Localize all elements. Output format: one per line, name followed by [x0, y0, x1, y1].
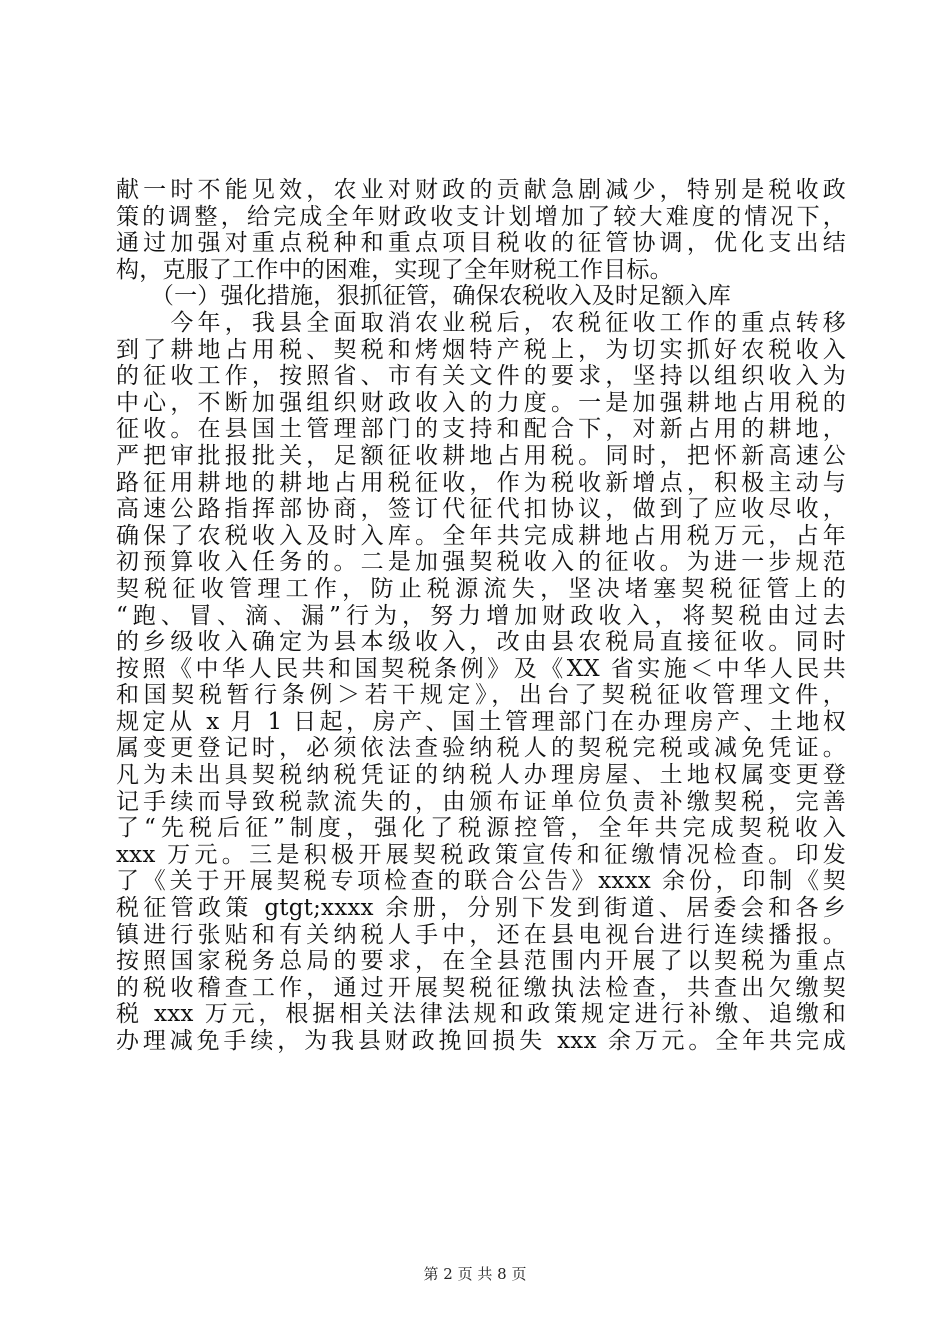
text-line: 路征用耕地的耕地占用税征收，作为税收新增点，积极主动与 [116, 469, 846, 496]
text-line: 征收。在县国土管理部门的支持和配合下，对新占用的耕地， [116, 416, 846, 443]
text-line: 到了耕地占用税、契税和烤烟特产税上，为切实抓好农税收入 [116, 336, 846, 363]
text-line: 高速公路指挥部协商，签订代征代扣协议，做到了应收尽收， [116, 496, 846, 523]
text-line: 镇进行张贴和有关纳税人手中，还在县电视台进行连续播报。 [116, 921, 846, 948]
text-line: 的乡级收入确定为县本级收入，改由县农税局直接征收。同时 [116, 629, 846, 656]
text-line: 规定从 x 月 1 日起，房产、国土管理部门在办理房产、土地权 [116, 708, 846, 735]
document-body [116, 177, 846, 1055]
text-line: 今年，我县全面取消农业税后，农税征收工作的重点转移 [116, 309, 846, 336]
text-line: 税 xxx 万元，根据相关法律法规和政策规定进行补缴、追缴和 [116, 1001, 846, 1028]
text-line: 办理减免手续，为我县财政挽回损失 xxx 余万元。全年共完成 [116, 1028, 846, 1054]
text-line: 的征收工作，按照省、市有关文件的要求，坚持以组织收入为 [116, 363, 846, 390]
text-line: 税征管政策 gtgt;xxxx 余册，分别下发到街道、居委会和各乡 [116, 895, 846, 922]
text-line: 中心，不断加强组织财政收入的力度。一是加强耕地占用税的 [116, 389, 846, 416]
text-line: 契税征收管理工作，防止税源流失，坚决堵塞契税征管上的 [116, 575, 846, 602]
page-number-footer: 第 2 页 共 8 页 [423, 1265, 527, 1283]
text-line: 了“先税后征”制度，强化了税源控管，全年共完成契税收入 [116, 815, 846, 842]
text-line: 构，克服了工作中的困难，实现了全年财税工作目标。 [116, 256, 673, 283]
text-line: xxx 万元。三是积极开展契税政策宣传和征缴情况检查。印发 [116, 841, 846, 868]
text-line: 严把审批报批关，足额征收耕地占用税。同时，把怀新高速公 [116, 442, 846, 469]
text-line: 献一时不能见效，农业对财政的贡献急剧减少，特别是税收政 [116, 177, 846, 203]
text-line: 的税收稽查工作，通过开展契税征缴执法检查，共查出欠缴契 [116, 974, 846, 1001]
text-line: 策的调整，给完成全年财政收支计划增加了较大难度的情况下， [116, 203, 846, 230]
text-line: 凡为未出具契税纳税凭证的纳税人办理房屋、土地权属变更登 [116, 762, 846, 789]
text-line: 了《关于开展契税专项检查的联合公告》xxxx 余份，印制《契 [116, 868, 846, 895]
text-line: 记手续而导致税款流失的，由颁布证单位负责补缴契税，完善 [116, 788, 846, 815]
text-line: 属变更登记时，必须依法查验纳税人的契税完税或减免凭证。 [116, 735, 846, 762]
text-line: 按照《中华人民共和国契税条例》及《XX 省实施＜中华人民共 [116, 655, 846, 682]
text-line: 通过加强对重点税种和重点项目税收的征管协调，优化支出结 [116, 230, 846, 257]
text-line: 确保了农税收入及时入库。全年共完成耕地占用税万元，占年 [116, 522, 846, 549]
section-heading: （一）强化措施，狠抓征管，确保农税收入及时足额入库 [116, 283, 731, 310]
text-line: 和国契税暂行条例＞若干规定》，出台了契税征收管理文件， [116, 682, 846, 709]
text-line: 按照国家税务总局的要求，在全县范围内开展了以契税为重点 [116, 948, 846, 975]
text-line: “跑、冒、滴、漏”行为，努力增加财政收入，将契税由过去 [116, 602, 846, 629]
text-line: 初预算收入任务的。二是加强契税收入的征收。为进一步规范 [116, 549, 846, 576]
